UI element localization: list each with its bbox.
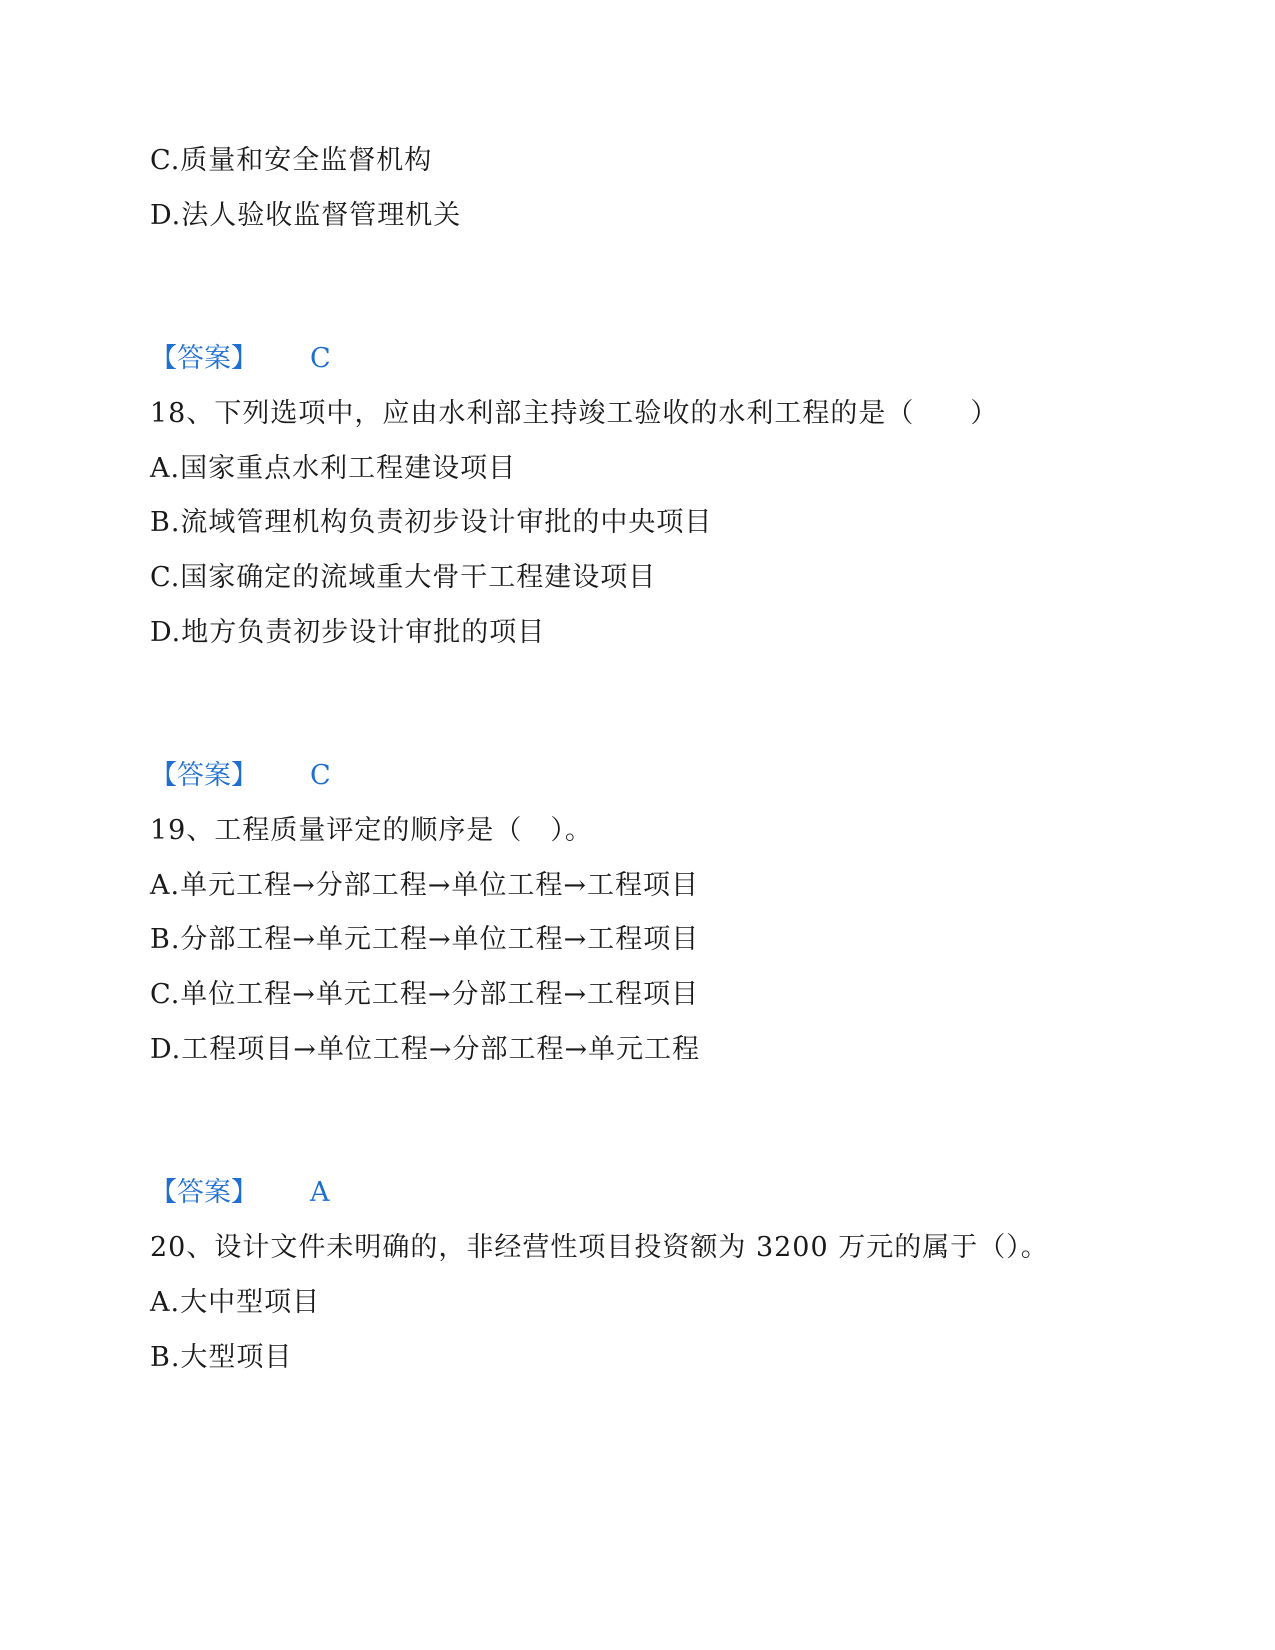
q19-option-b: B.分部工程→单元工程→单位工程→工程项目 (150, 924, 700, 955)
q20-option-a: A.大中型项目 (150, 1287, 321, 1318)
q18-stem: 18、下列选项中，应由水利部主持竣工验收的水利工程的是（ ） (150, 398, 999, 429)
q19-option-d: D.工程项目→单位工程→分部工程→单元工程 (150, 1034, 701, 1065)
q19-answer (150, 1175, 330, 1211)
answer-tag: 【答案】 (150, 1177, 258, 1208)
answer-value: C (310, 343, 331, 374)
q18-option-d: D.地方负责初步设计审批的项目 (150, 617, 546, 648)
q17-option-d: D.法人验收监督管理机关 (150, 200, 462, 231)
q18-option-b: B.流域管理机构负责初步设计审批的中央项目 (150, 507, 713, 538)
answer-tag: 【答案】 (150, 343, 258, 374)
answer-value: A (310, 1177, 330, 1208)
q18-answer (150, 758, 331, 794)
q19-stem: 19、工程质量评定的顺序是（ ）。 (150, 815, 593, 846)
q20-stem: 20、设计文件未明确的，非经营性项目投资额为 3200 万元的属于（）。 (150, 1232, 1049, 1263)
answer-value: C (310, 760, 331, 791)
q19-option-a: A.单元工程→分部工程→单位工程→工程项目 (150, 870, 699, 901)
q19-option-c: C.单位工程→单元工程→分部工程→工程项目 (150, 979, 700, 1010)
q18-option-a: A.国家重点水利工程建设项目 (150, 453, 517, 484)
q17-answer (150, 341, 331, 377)
answer-tag: 【答案】 (150, 760, 258, 791)
q20-option-b: B.大型项目 (150, 1342, 293, 1373)
q17-option-c: C.质量和安全监督机构 (150, 145, 433, 176)
q18-option-c: C.国家确定的流域重大骨干工程建设项目 (150, 562, 657, 593)
